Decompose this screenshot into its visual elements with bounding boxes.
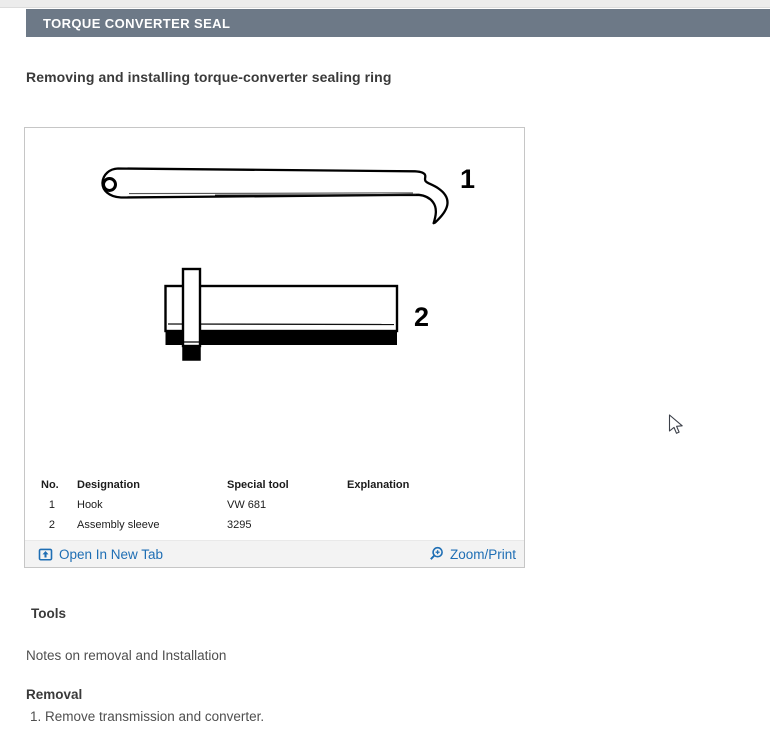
open-in-new-tab-link[interactable] [38,547,163,562]
table-cell-designation: Assembly sleeve [77,519,160,531]
zoom-print-link[interactable] [428,546,516,562]
parts-table [25,128,524,540]
zoom-magnifier-icon [428,546,444,562]
browser-top-strip [0,0,770,8]
figure-card [24,127,525,568]
open-in-new-tab-icon [38,547,53,562]
table-cell-no: 2 [48,519,55,531]
table-cell-special-tool: VW 681 [227,499,267,511]
page-title: Removing and installing torque-converter sealing ring [26,69,392,85]
tool-2-label: 2 [414,302,430,332]
figure-footer-bar [25,540,524,567]
tool-1-label: 1 [460,164,476,194]
table-cell-special-tool: 3295 [227,519,252,531]
table-header-designation: Designation [77,479,140,491]
removal-step-1: 1. Remove transmission and converter. [30,709,265,724]
open-in-new-tab-label: Open In New Tab [59,546,164,562]
table-header-no: No. [41,479,59,491]
section-header-title: TORQUE CONVERTER SEAL [43,15,231,31]
table-cell-no: 1 [48,499,55,511]
table-header-explanation: Explanation [347,479,410,491]
notes-line: Notes on removal and Installation [26,648,227,663]
section-header-bar [26,9,770,37]
zoom-print-label: Zoom/Print [449,546,516,562]
table-header-special-tool: Special tool [227,479,289,491]
table-cell-designation: Hook [77,499,103,511]
removal-heading: Removal [26,687,83,702]
tools-heading: Tools [31,606,66,621]
mouse-cursor [668,414,685,436]
